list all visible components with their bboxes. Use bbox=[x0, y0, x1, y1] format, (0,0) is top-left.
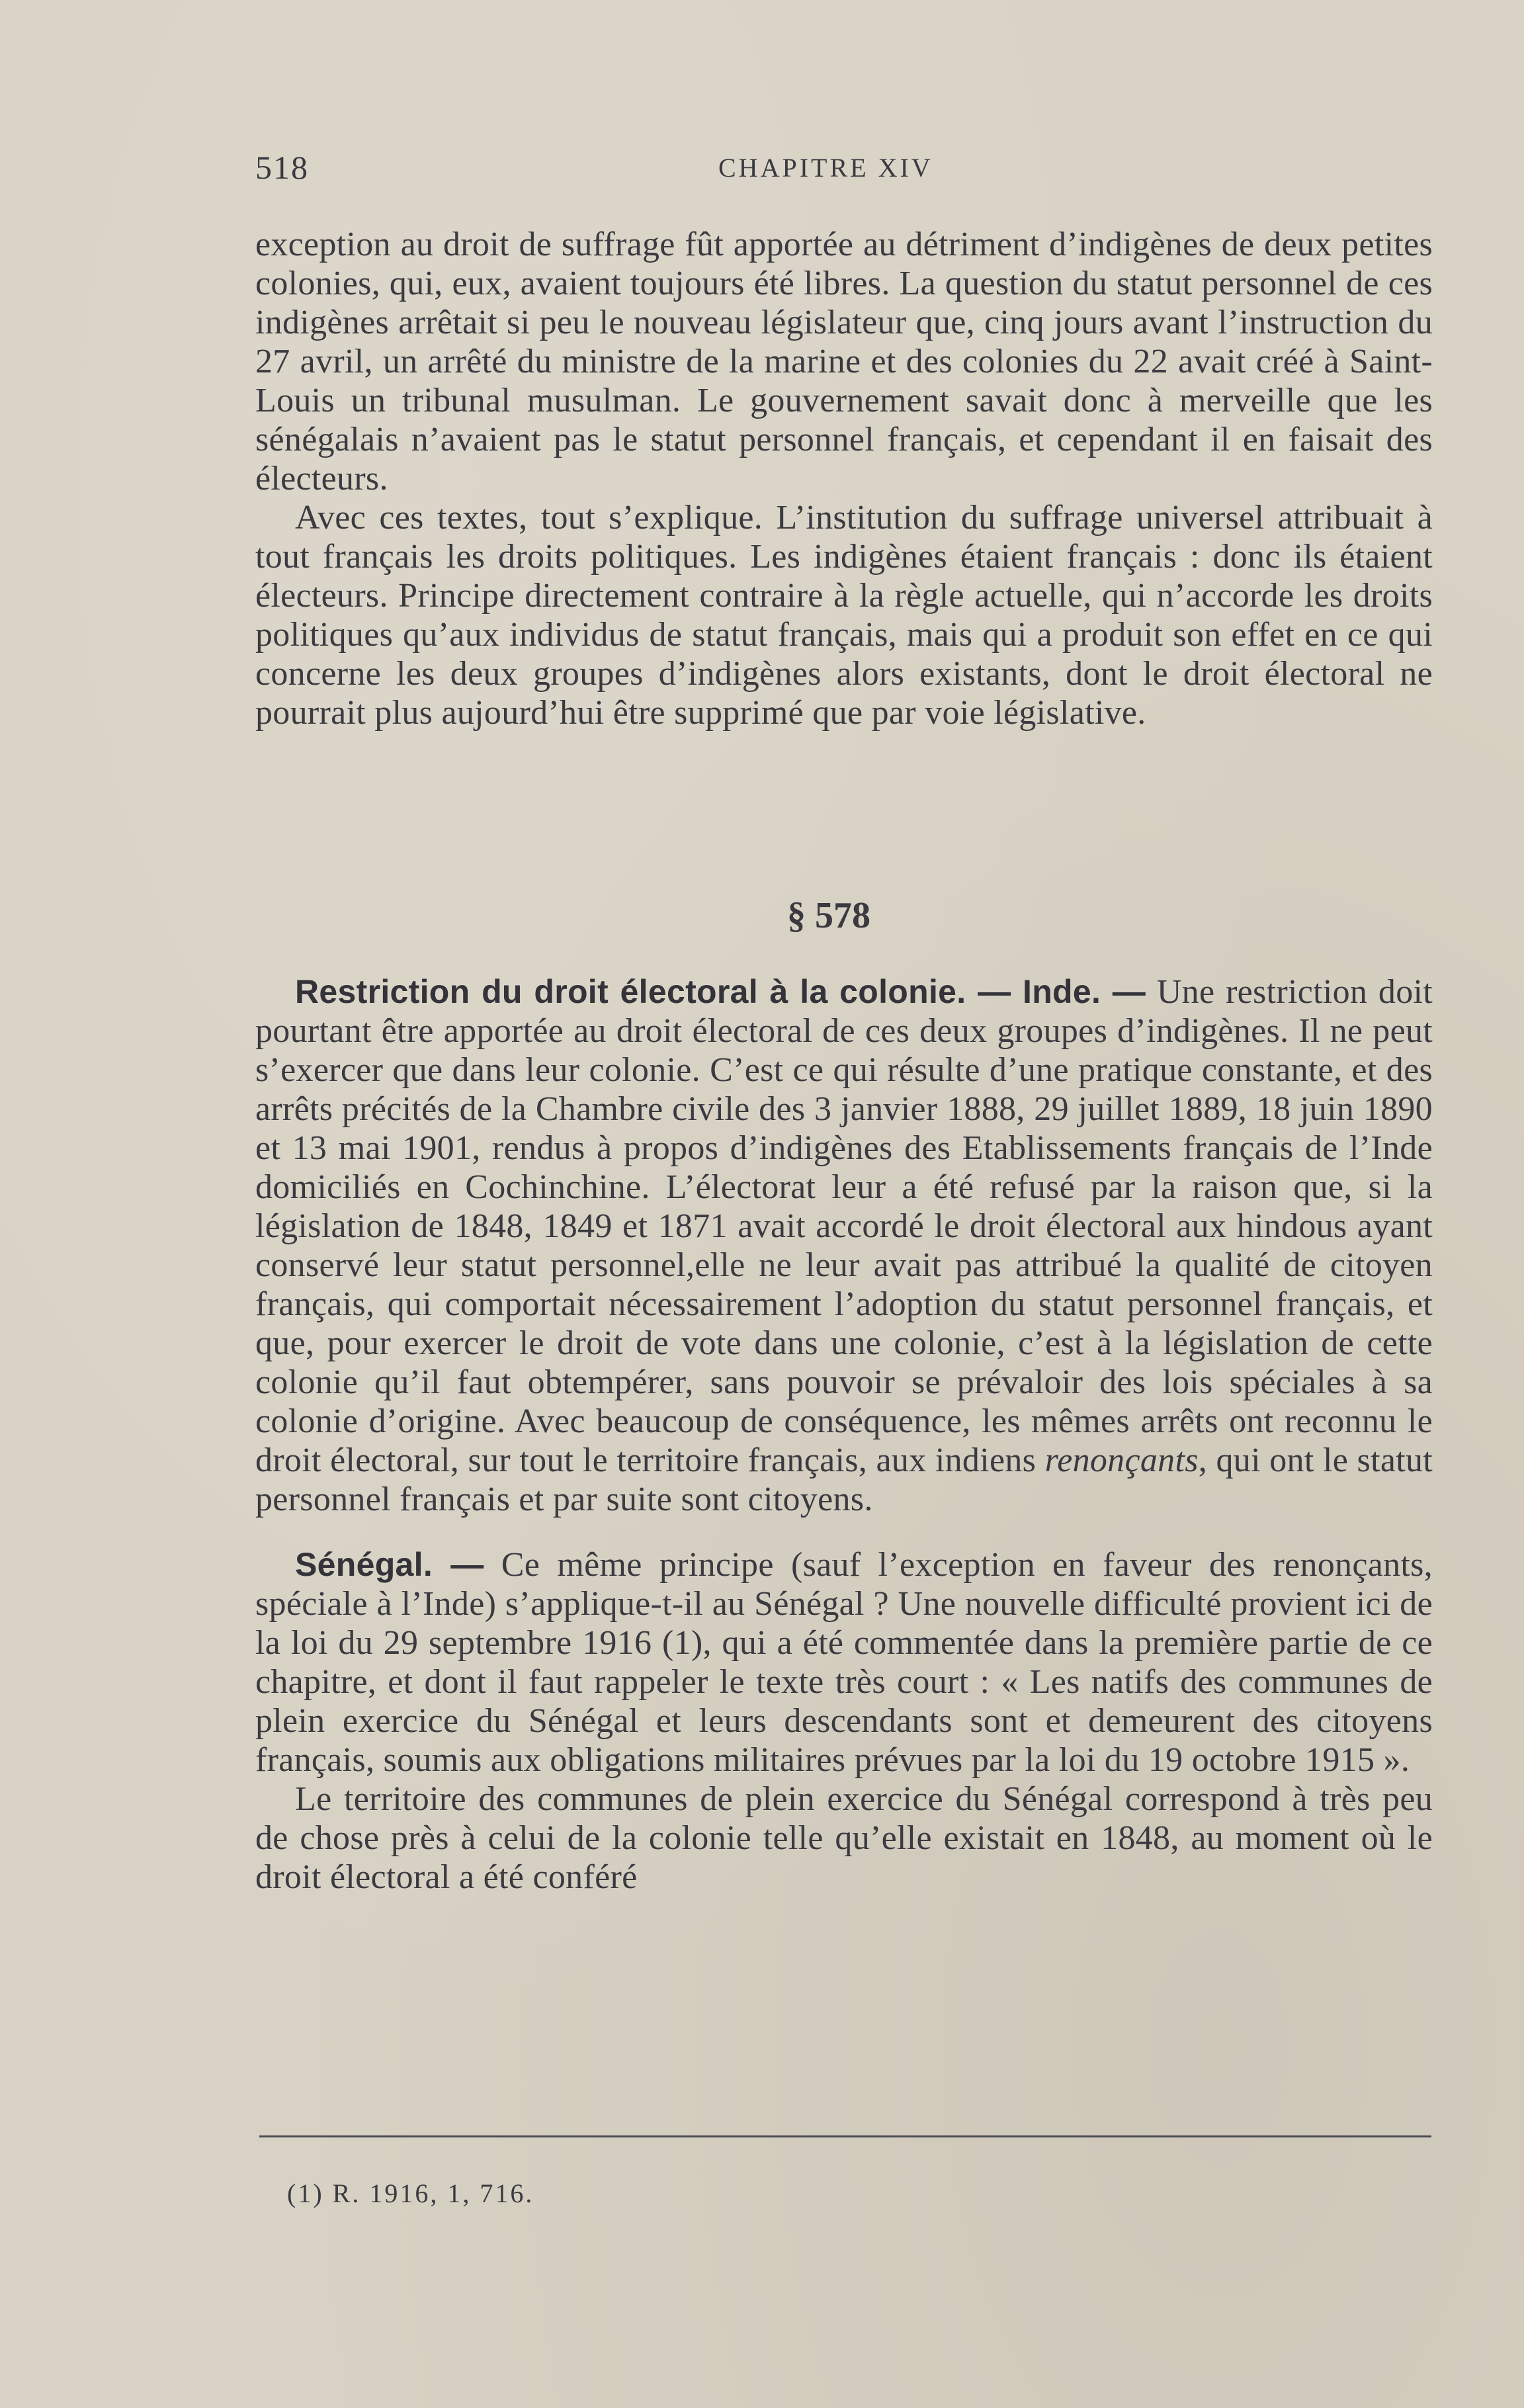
page-number: 518 bbox=[255, 149, 309, 186]
paragraph-3-italic: renonçants bbox=[1044, 1441, 1199, 1479]
footnote: (1) R. 1916, 1, 716. bbox=[287, 2178, 534, 2208]
paragraph-3-text-a: Une restriction doit pourtant être apportée au droit électoral de ces deux groupes d’indigènes. Il ne peut s’exercer que dans leur colonie. C’est ce qui résulte d’une pratique constante, et des arrêts précités de la Chambre civile des 3 janvier 1888, 29 juillet 1889, 18 juin 1890 et 13 mai 1901, rendus à propos d’indigènes des Etablissements français de l’Inde domiciliés en Cochinchine. L’électorat leur a été refusé par la raison que, si la législation de 1848, 1849 et 1871 avait accordé le droit électoral aux hindous ayant conservé leur statut personnel,elle ne leur avait pas attribué la qualité de citoyen français, qui comportait nécessairement l’adoption du statut personnel français, et que, pour exercer le droit de vote dans une colonie, c’est à la législation de cette colonie qu’il faut obtempérer, sans pouvoir se prévaloir des lois spéciales à sa colonie d’origine. Avec beaucoup de conséquence, les mêmes arrêts ont reconnu le droit électoral, sur tout le territoire français, aux indiens bbox=[255, 973, 1433, 1479]
paragraph-3-text-b: , qui ont le statut personnel français et par suite sont citoyens. bbox=[255, 1441, 1433, 1518]
body-text-bottom bbox=[255, 972, 1433, 1897]
footnote-divider bbox=[259, 2135, 1431, 2137]
body-text-top bbox=[255, 225, 1433, 732]
paragraph-4-text: Ce même principe (sauf l’exception en faveur des renonçants, spéciale à l’Inde) s’applique-t-il au Sénégal ? Une nouvelle difficulté provient ici de la loi du 29 septembre 1916 (1), qui a été commentée dans la première partie de ce chapitre, et dont il faut rappeler le texte très court : « Les natifs des communes de plein exercice du Sénégal et leurs descendants sont et demeurent des citoyens français, soumis aux obligations militaires prévues par la loi du 19 octobre 1915 ». bbox=[255, 1546, 1433, 1779]
paragraph-3 bbox=[255, 972, 1433, 1519]
chapter-title: CHAPITRE XIV bbox=[718, 153, 933, 183]
page-header bbox=[255, 148, 1433, 192]
section-number: § 578 bbox=[787, 895, 870, 936]
paragraph-4 bbox=[255, 1545, 1433, 1780]
paragraph-1: exception au droit de suffrage fût apportée au détriment d’indigènes de deux petites colonies, qui, eux, avaient toujours été libres. La question du statut personnel de ces indigènes arrêtait si peu le nouveau législateur que, cinq jours avant l’instruction du 27 avril, un arrêté du ministre de la marine et des colonies du 22 avait créé à Saint-Louis un tribunal musulman. Le gouvernement savait donc à merveille que les sénégalais n’avaient pas le statut personnel français, et cependant il en faisait des électeurs. bbox=[255, 226, 1433, 497]
heading-restriction: Restriction du droit électoral à la colonie. — Inde. — bbox=[295, 973, 1146, 1010]
paragraph-5: Le territoire des communes de plein exercice du Sénégal correspond à très peu de chose près à celui de la colonie telle qu’elle existait en 1848, au moment où le droit électoral a été conféré bbox=[255, 1780, 1433, 1896]
heading-senegal: Sénégal. — bbox=[295, 1546, 484, 1583]
paragraph-2: Avec ces textes, tout s’explique. L’institution du suffrage universel attribuait à tout français les droits politiques. Les indigènes étaient français : donc ils étaient électeurs. Principe directement contraire à la règle actuelle, qui n’accorde les droits politiques qu’aux individus de statut français, mais qui a produit son effet en ce qui concerne les deux groupes d’indigènes alors existants, dont le droit électoral ne pourrait plus aujourd’hui être supprimé que par voie législative. bbox=[255, 499, 1433, 732]
